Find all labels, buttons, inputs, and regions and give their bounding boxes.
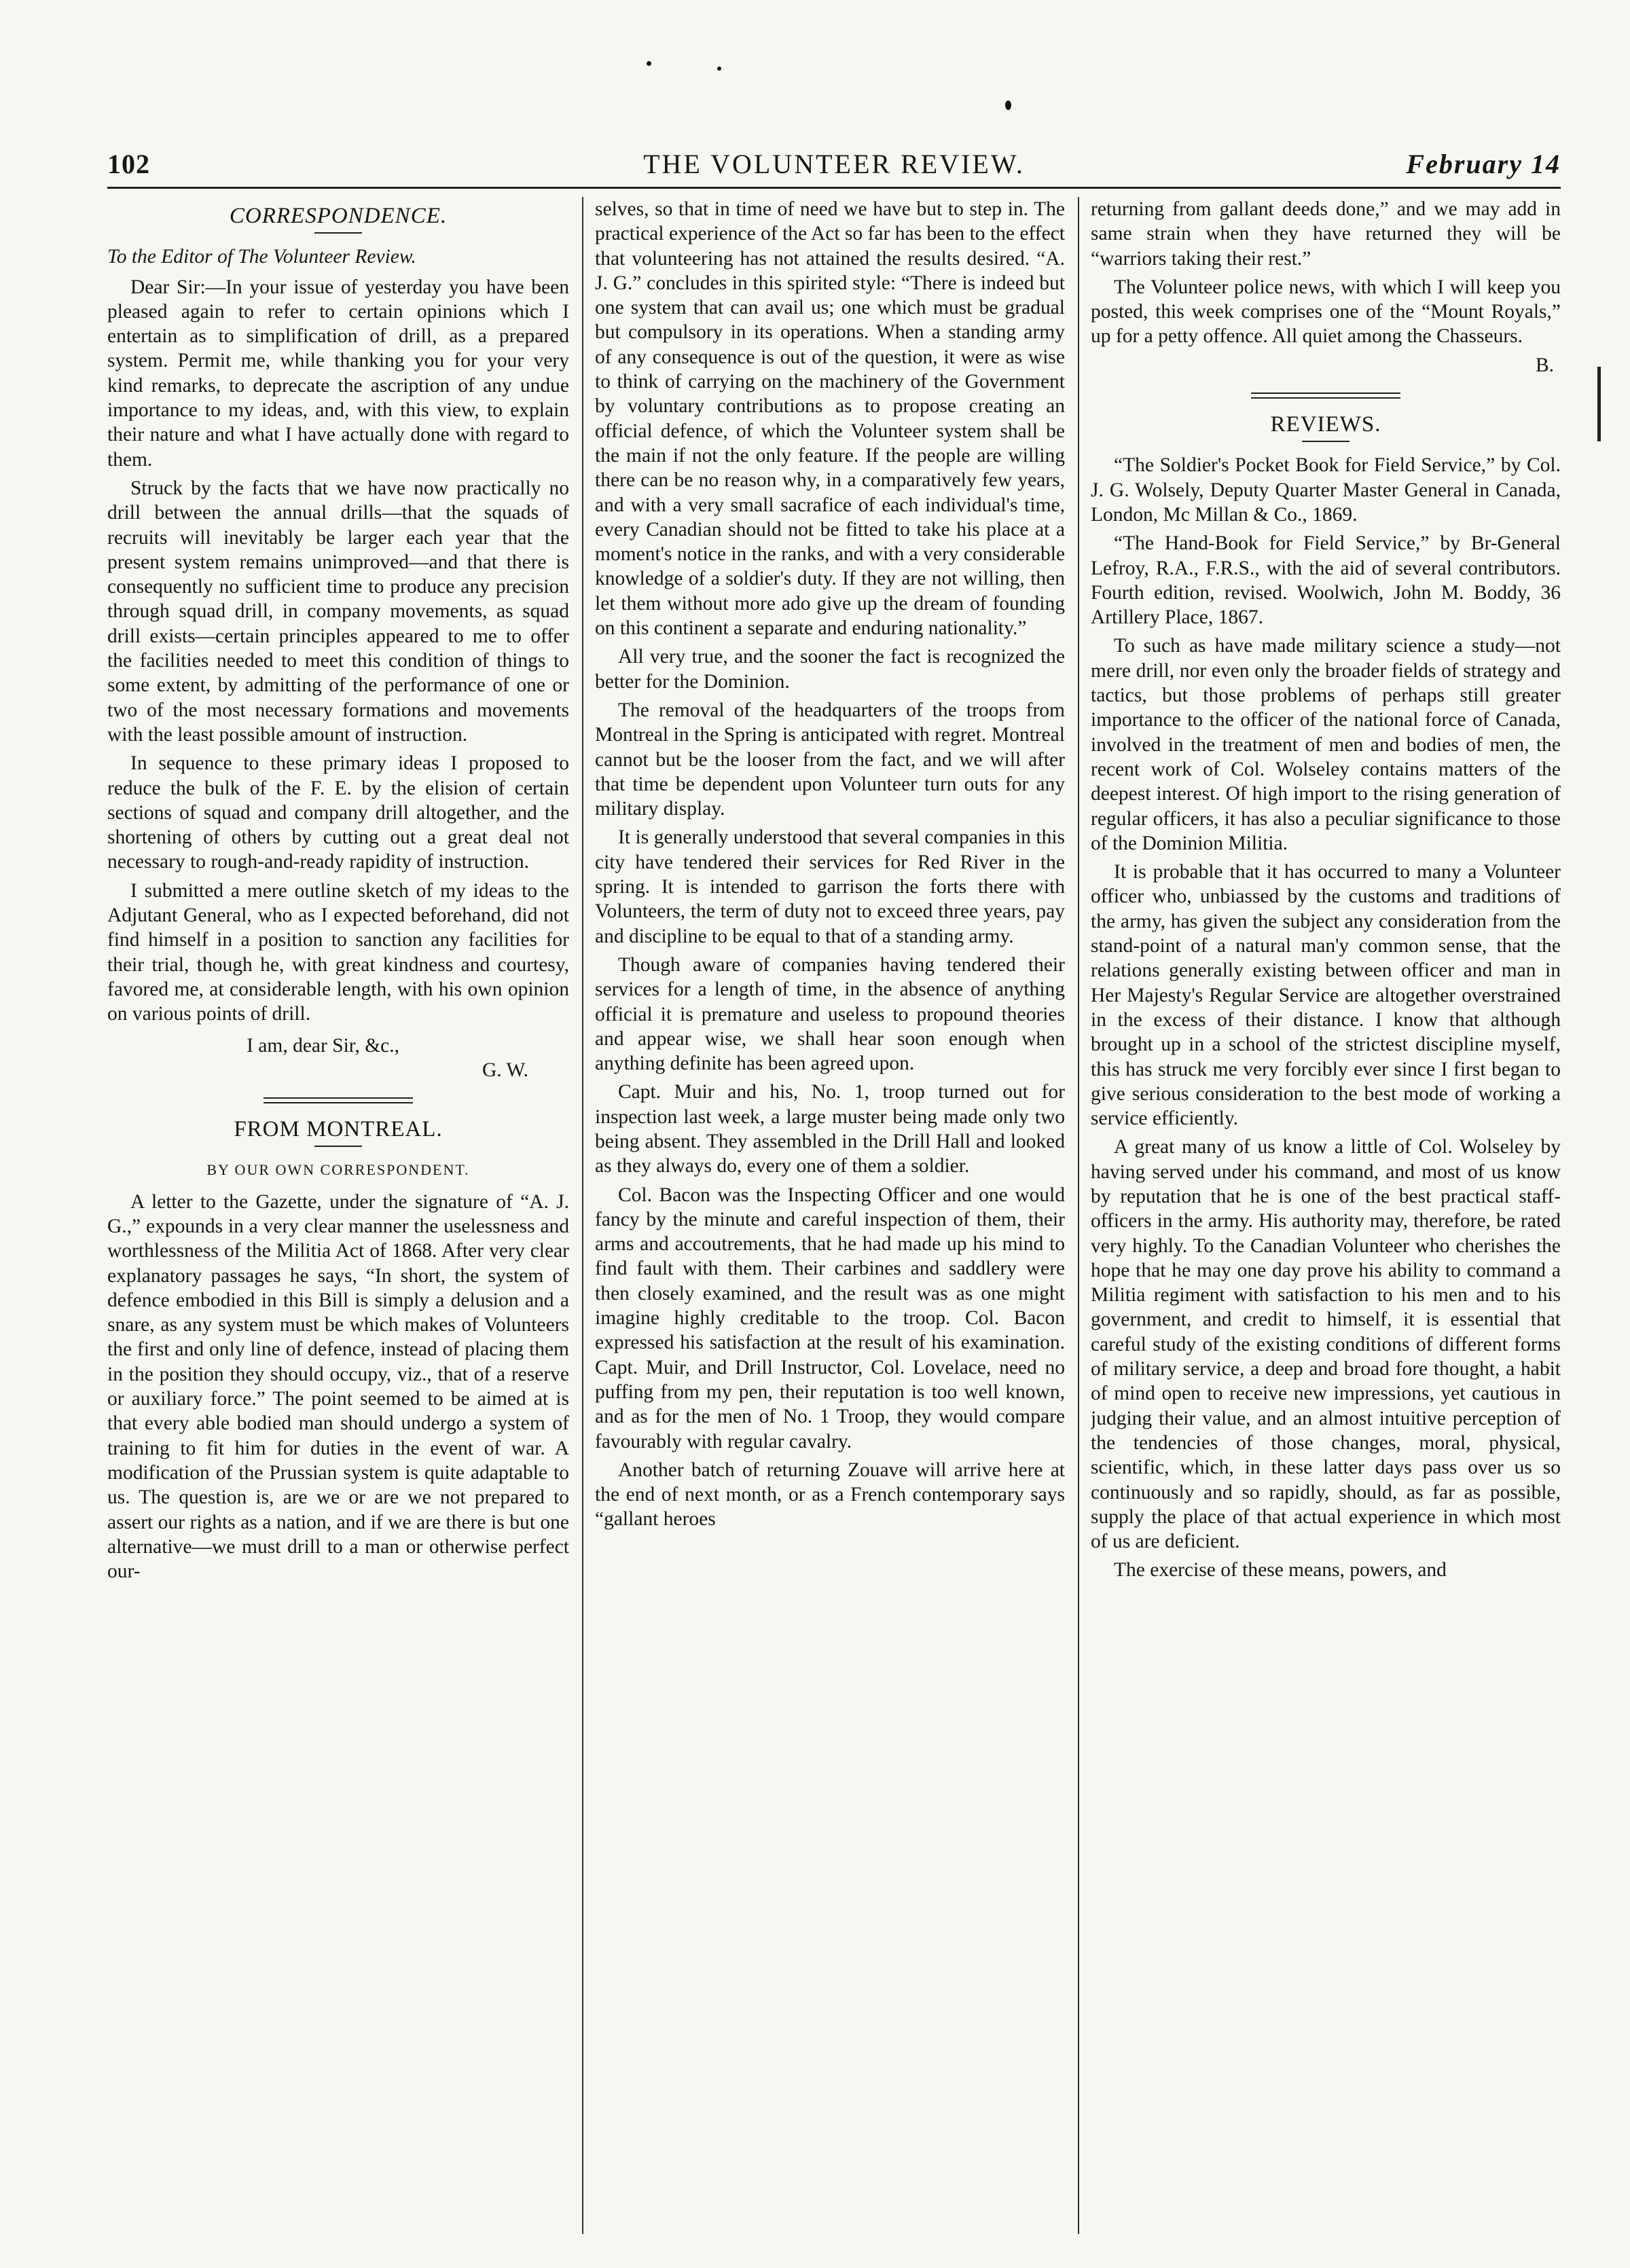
paragraph: A great many of us know a little of Col. Wolseley by having served under his command, and most of us know by reputation that he is one of the best practical staff-officers in the army. His authority may, therefore, be rated very highly. To the Canadian Volunteer who cherishes the hope that he may one day prove his ability to command a Militia regiment with satisfaction to his men and to his government, and credit to himself, it is essential that careful study of the existing conditions of different forms of military service, a deep and broad fore thought, a habit of mind open to receive new impressions, yet cautious in judging their value, and an almost intuitive perception of the tendencies of those changes, moral, physical, scientific, which, in these latter days pass over us so continuously and so rapidly, should, as far as possible, supply the place of that actual experience in which most of us are deficient. [1091,1136,1561,1553]
paragraph: “The Hand-Book for Field Service,” by Br-General Lefroy, R.A., F.R.S., with the aid of several contributors. Fourth edition, revised. Woolwich, John M. Boddy, 36 Artillery Place, 1867. [1091,532,1561,629]
paragraph: Though aware of companies having tendered their services for a length of time, in the absence of anything official it is premature and useless to propound theories and appear wise, we shall hear soon enough when anything definite has been agreed upon. [595,953,1065,1075]
paragraph: Col. Bacon was the Inspecting Officer and one would fancy by the minute and careful inspection of them, their arms and accoutrements, that he had made up his mind to find fault with them. Their carbines and saddlery were then closely examined, and the result was as one might imagine highly creditable to the troop. Col. Bacon expressed his satisfaction at the result of his examination. Capt. Muir, and Drill Instructor, Col. Lovelace, need no puffing from my pen, their reputation is too well known, and as for the men of No. 1 Troop, they would compare favourably with regular cavalry. [595,1184,1065,1452]
speck [647,61,651,66]
paragraph: selves, so that in time of need we have but to step in. The practical experience of the Act so far has been to the effect that volunteering has not attained the results desired. “A. J. G.” concludes in this spirited style: “There is indeed but one system that can avail us; one which must be gradual but compulsory in its operations. When a standing army of any consequence is out of the question, it were as wise to think of carrying on the machinery of the Government by voluntary contributions as to propose creating an official defence, of which the Volunteer system shall be the main if not the only feature. If the people are willing there can be no reason why, in a comparatively few years, and with a very small sacrafice of each individual's time, every Canadian should not be fitted to take his place at a moment's notice in the ranks, and with a very considerable knowledge of a soldier's duty. If they are not willing, then let them without more ado give up the dream of founding on this continent a separate and enduring nationality.” [595,198,1065,640]
letter-signoff: I am, dear Sir, &c., [247,1034,399,1057]
margin-mark [1597,367,1601,441]
column-divider [1078,197,1079,2234]
paragraph: The exercise of these means, powers, and [1114,1559,1447,1581]
paragraph: It is probable that it has occurred to many a Volunteer officer who, unbiassed by the customs and traditions of the army, has given the subject any consideration from the stand-point of a natural man'y common sense, that the relations generally existing between officer and man in Her Majesty's Regular Service are altogether overstrained in the excess of their distance. I know that although brought up in a school of the strictest discipline myself, this has struck me very forcibly ever since I first began to give serious consideration to the best mode of working a service efficiently. [1091,861,1561,1130]
letter-signature: G. W. [482,1059,528,1081]
paragraph: The removal of the headquarters of the troops from Montreal in the Spring is anticipated with regret. Montreal cannot but be the looser from the fact, and we will after that time be dependent upon Volunteer turn outs for any military display. [595,699,1065,820]
section-heading-correspondence: CORRESPONDENCE. [229,204,448,228]
column-1 [107,197,569,2241]
newspaper-title: THE VOLUNTEER REVIEW. [643,149,1025,179]
letter-addressee: To the Editor of The Volunteer Review. [107,246,416,268]
page-number: 102 [107,149,150,179]
scan-specks [0,0,1630,136]
paragraph: “The Soldier's Pocket Book for Field Service,” by Col. J. G. Wolsely, Deputy Quarter Master General in Canada, London, Mc Millan & Co., 1869. [1091,454,1561,526]
column-2 [595,197,1065,2241]
short-rule [314,232,362,234]
signature: B. [1535,354,1554,376]
double-rule [264,1097,413,1103]
paragraph: I submitted a mere outline sketch of my ideas to the Adjutant General, who as I expected beforehand, did not find himself in a position to sanction any facilities for their trial, though he, with great kindness and courtesy, favored me, at considerable length, with his own opinion on various points of drill. [107,879,569,1025]
speck [717,67,721,71]
page-header [107,143,1561,183]
header-rule [107,187,1561,189]
issue-date: February 14 [1406,149,1561,179]
paragraph: A letter to the Gazette, under the signature of “A. J. G.,” expounds in a very clear manner the uselessness and worthlessness of the Militia Act of 1868. After very clear explanatory passages he says, “In short, the system of defence embodied in this Bill is simply a delusion and a snare, as any system must be which makes of Volunteers the first and only line of defence, instead of placing them in the position they should occupy, viz., that of a reserve or auxiliary force.” The point seemed to be aimed at is that every able bodied man should undergo a system of training to fit him for duties in the event of war. A modification of the Prussian system is quite adaptable to us. The question is, are we or are we not prepared to assert our rights as a nation, and if we are there is but one alternative—we must drill to a man or otherwise perfect our- [107,1190,569,1583]
paragraph: Capt. Muir and his, No. 1, troop turned out for inspection last week, a large muster being made only two being absent. They assembled in the Drill Hall and looked as they always do, every one of them a soldier. [595,1081,1065,1177]
section-heading-montreal: FROM MONTREAL. [234,1117,443,1142]
column-divider [582,197,583,2234]
section-heading-reviews: REVIEWS. [1270,412,1381,437]
speck [1005,100,1011,110]
byline: BY OUR OWN CORRESPONDENT. [206,1161,470,1179]
column-3 [1091,197,1561,2241]
paragraph: The Volunteer police news, with which I will keep you posted, this week comprises one of the “Mount Royals,” up for a petty offence. All quiet among the Chasseurs. [1091,276,1561,348]
paragraph: In sequence to these primary ideas I proposed to reduce the bulk of the F. E. by the elision of certain sections of squad and company drill altogether, and the shortening of others by cutting out a great deal not necessary to rough-and-ready rapidity of instruction. [107,752,569,873]
paragraph: It is generally understood that several companies in this city have tendered their services for Red River in the spring. It is intended to garrison the forts there with Volunteers, the term of duty not to exceed three years, pay and discipline to be equal to that of a standing army. [595,826,1065,947]
paragraph: To such as have made military science a study—not mere drill, nor even only the broader fields of strategy and tactics, but those problems of perhaps still greater importance to the officer of the national force of Canada, involved in the treatment of men and bodies of men, the recent work of Col. Wolseley contains matters of the deepest interest. Of high import to the rising generation of regular officers, it has also a peculiar significance to those of the Dominion Militia. [1091,635,1561,854]
paragraph: Another batch of returning Zouave will arrive here at the end of next month, or as a French contemporary says “gallant heroes [595,1459,1065,1531]
short-rule [314,1146,362,1147]
paragraph: All very true, and the sooner the fact is recognized the better for the Dominion. [595,646,1065,693]
paragraph: Dear Sir:—In your issue of yesterday you have been pleased again to refer to certain opinions which I entertain as to simplification of drill, as a prepared system. Permit me, while thanking you for your very kind remarks, to deprecate the ascription of any undue importance to my ideas, and, with this view, to explain their nature and what I have actually done with regard to them. [107,276,569,471]
paragraph: returning from gallant deeds done,” and we may add in same strain when they have returned they will be “warriors taking their rest.” [1091,198,1561,270]
short-rule [1302,441,1350,442]
paragraph: Struck by the facts that we have now practically no drill between the annual drills—that the squads of recruits will inevitably be larger each year that the present system remains unimproved—and that there is consequently no sufficient time to produce any precision through squad drill, in company movements, as squad drill exists—certain principles appeared to me to offer the facilities needed to meet this condition of things to some extent, by admitting of the performance of one or two of the most necessary formations and movements with the least possible amount of instruction. [107,477,569,746]
double-rule [1251,392,1400,399]
